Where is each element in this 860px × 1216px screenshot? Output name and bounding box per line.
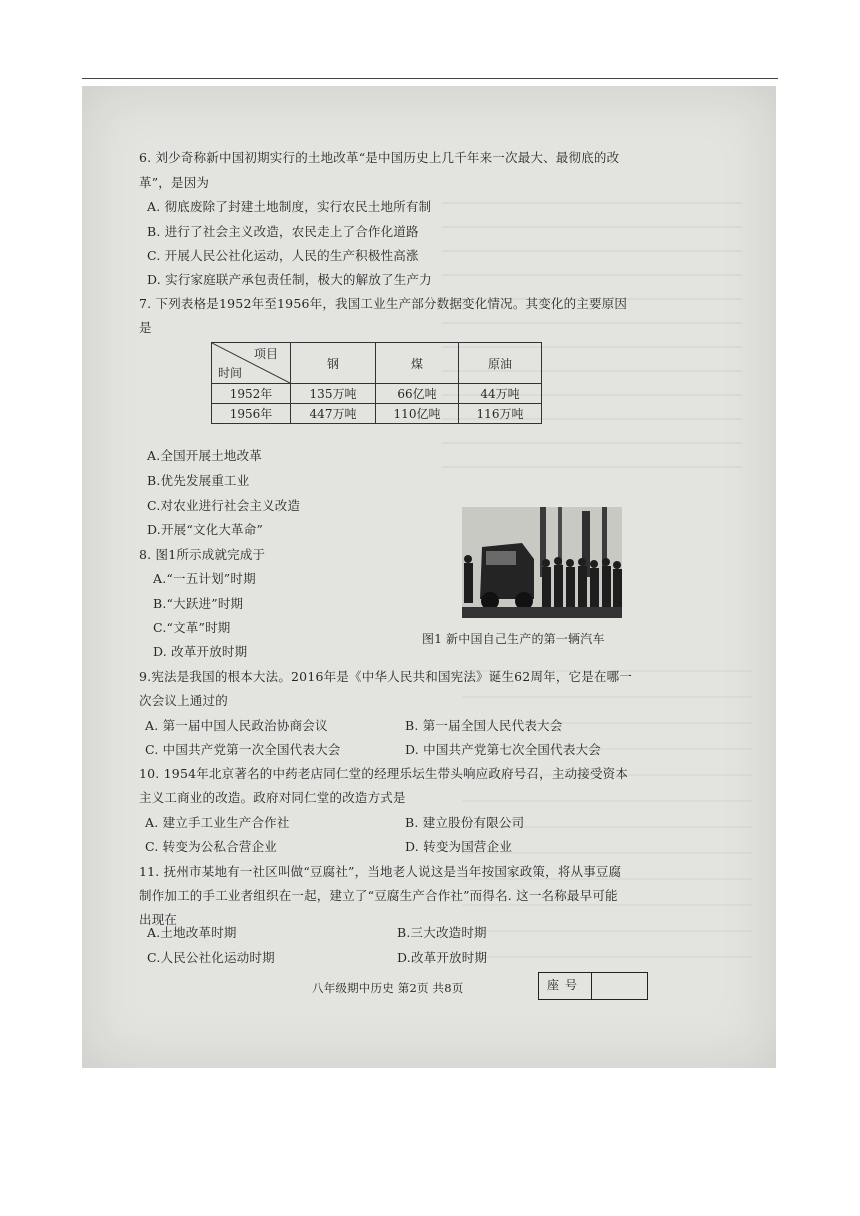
- q9-option-a: A. 第一届中国人民政治协商会议: [145, 718, 328, 733]
- table-corner-cell: [212, 343, 291, 384]
- table-cell: 66亿吨: [376, 384, 459, 404]
- column-header-steel: 钢: [291, 343, 376, 384]
- bleed-through-texture: [442, 180, 742, 480]
- top-rule: [82, 78, 778, 79]
- q6-option-a: A. 彻底废除了封建土地制度，实行农民土地所有制: [147, 199, 432, 214]
- q7-stem-line-1: 7. 下列表格是1952年至1956年，我国工业生产部分数据变化情况。其变化的主要原因: [139, 296, 628, 311]
- q7-option-b: B.优先发展重工业: [147, 473, 250, 488]
- q11-option-d: D.改革开放时期: [397, 950, 488, 965]
- bleed-through-texture-2: [462, 646, 752, 966]
- q6-stem-line-2: 革”，是因为: [139, 175, 210, 190]
- q11-option-c: C.人民公社化运动时期: [147, 950, 275, 965]
- q10-option-b: B. 建立股份有限公司: [405, 815, 525, 830]
- q8-option-c: C.“文革”时期: [153, 620, 231, 635]
- table-cell: 110亿吨: [376, 404, 459, 424]
- table-row: [212, 404, 542, 424]
- q9-option-d: D. 中国共产党第七次全国代表大会: [405, 742, 601, 757]
- q8-stem: 8. 图1所示成就完成于: [139, 547, 266, 562]
- q11-stem-line-3: 出现在: [139, 912, 178, 927]
- q9-stem-line-2: 次会议上通过的: [139, 693, 228, 708]
- q6-option-d: D. 实行家庭联产承包责任制，极大的解放了生产力: [147, 272, 432, 287]
- q9-option-b: B. 第一届全国人民代表大会: [405, 718, 563, 733]
- q10-stem-line-2: 主义工商业的改造。政府对同仁堂的改造方式是: [139, 790, 406, 805]
- q10-option-d: D. 转变为国营企业: [405, 839, 513, 854]
- table-cell: 116万吨: [459, 404, 542, 424]
- truck-photo-illustration: [462, 507, 622, 618]
- row-year: 1952年: [212, 384, 291, 404]
- q8-option-d: D. 改革开放时期: [153, 644, 248, 659]
- q7-stem-line-2: 是: [139, 320, 152, 335]
- q6-option-b: B. 进行了社会主义改造，农民走上了合作化道路: [147, 224, 419, 239]
- corner-label-item: 项目: [253, 347, 278, 361]
- q8-option-b: B.“大跃进”时期: [153, 596, 244, 611]
- q9-stem-line-1: 9.宪法是我国的根本大法。2016年是《中华人民共和国宪法》诞生62周年，它是在哪一: [139, 669, 633, 684]
- q11-stem-line-2: 制作加工的手工业者组织在一起，建立了“豆腐生产合作社”而得名. 这一名称最早可能: [139, 888, 618, 903]
- corner-label-time: 时间: [218, 366, 243, 380]
- q8-option-a: A.“一五计划”时期: [153, 571, 256, 586]
- table-cell: 447万吨: [291, 404, 376, 424]
- q7-option-d: D.开展“文化大革命”: [147, 522, 264, 537]
- q10-option-c: C. 转变为公私合营企业: [145, 839, 277, 854]
- figure-1-caption: 图1 新中国自己生产的第一辆汽车: [422, 632, 605, 646]
- table-cell: 135万吨: [291, 384, 376, 404]
- table-row: [212, 384, 542, 404]
- row-year: 1956年: [212, 404, 291, 424]
- industry-data-table: [211, 342, 542, 424]
- table-cell: 44万吨: [459, 384, 542, 404]
- q6-option-c: C. 开展人民公社化运动，人民的生产积极性高涨: [147, 248, 419, 263]
- q11-option-a: A.土地改革时期: [147, 925, 237, 940]
- seat-label: 座号: [539, 973, 592, 999]
- q11-option-b: B.三大改造时期: [397, 925, 487, 940]
- page-footer: 八年级期中历史 第2页 共8页: [312, 981, 464, 995]
- first-truck-photo: [462, 507, 622, 618]
- q7-option-c: C.对农业进行社会主义改造: [147, 498, 301, 513]
- q9-option-c: C. 中国共产党第一次全国代表大会: [145, 742, 341, 757]
- q11-stem-line-1: 11. 抚州市某地有一社区叫做“豆腐社”，当地老人说这是当年按国家政策，将从事豆腐: [139, 864, 622, 879]
- column-header-coal: 煤: [376, 343, 459, 384]
- table-header-row: [212, 343, 542, 384]
- q7-option-a: A.全国开展土地改革: [147, 448, 263, 463]
- q10-stem-line-1: 10. 1954年北京著名的中药老店同仁堂的经理乐坛生带头响应政府号召，主动接受资本: [139, 766, 629, 781]
- column-header-oil: 原油: [459, 343, 542, 384]
- seat-number-box: [538, 972, 648, 1000]
- seat-number-blank: [592, 973, 647, 999]
- q6-stem-line-1: 6. 刘少奇称新中国初期实行的土地改革“是中国历史上几千年来一次最大、最彻底的改: [139, 150, 620, 165]
- q10-option-a: A. 建立手工业生产合作社: [145, 815, 290, 830]
